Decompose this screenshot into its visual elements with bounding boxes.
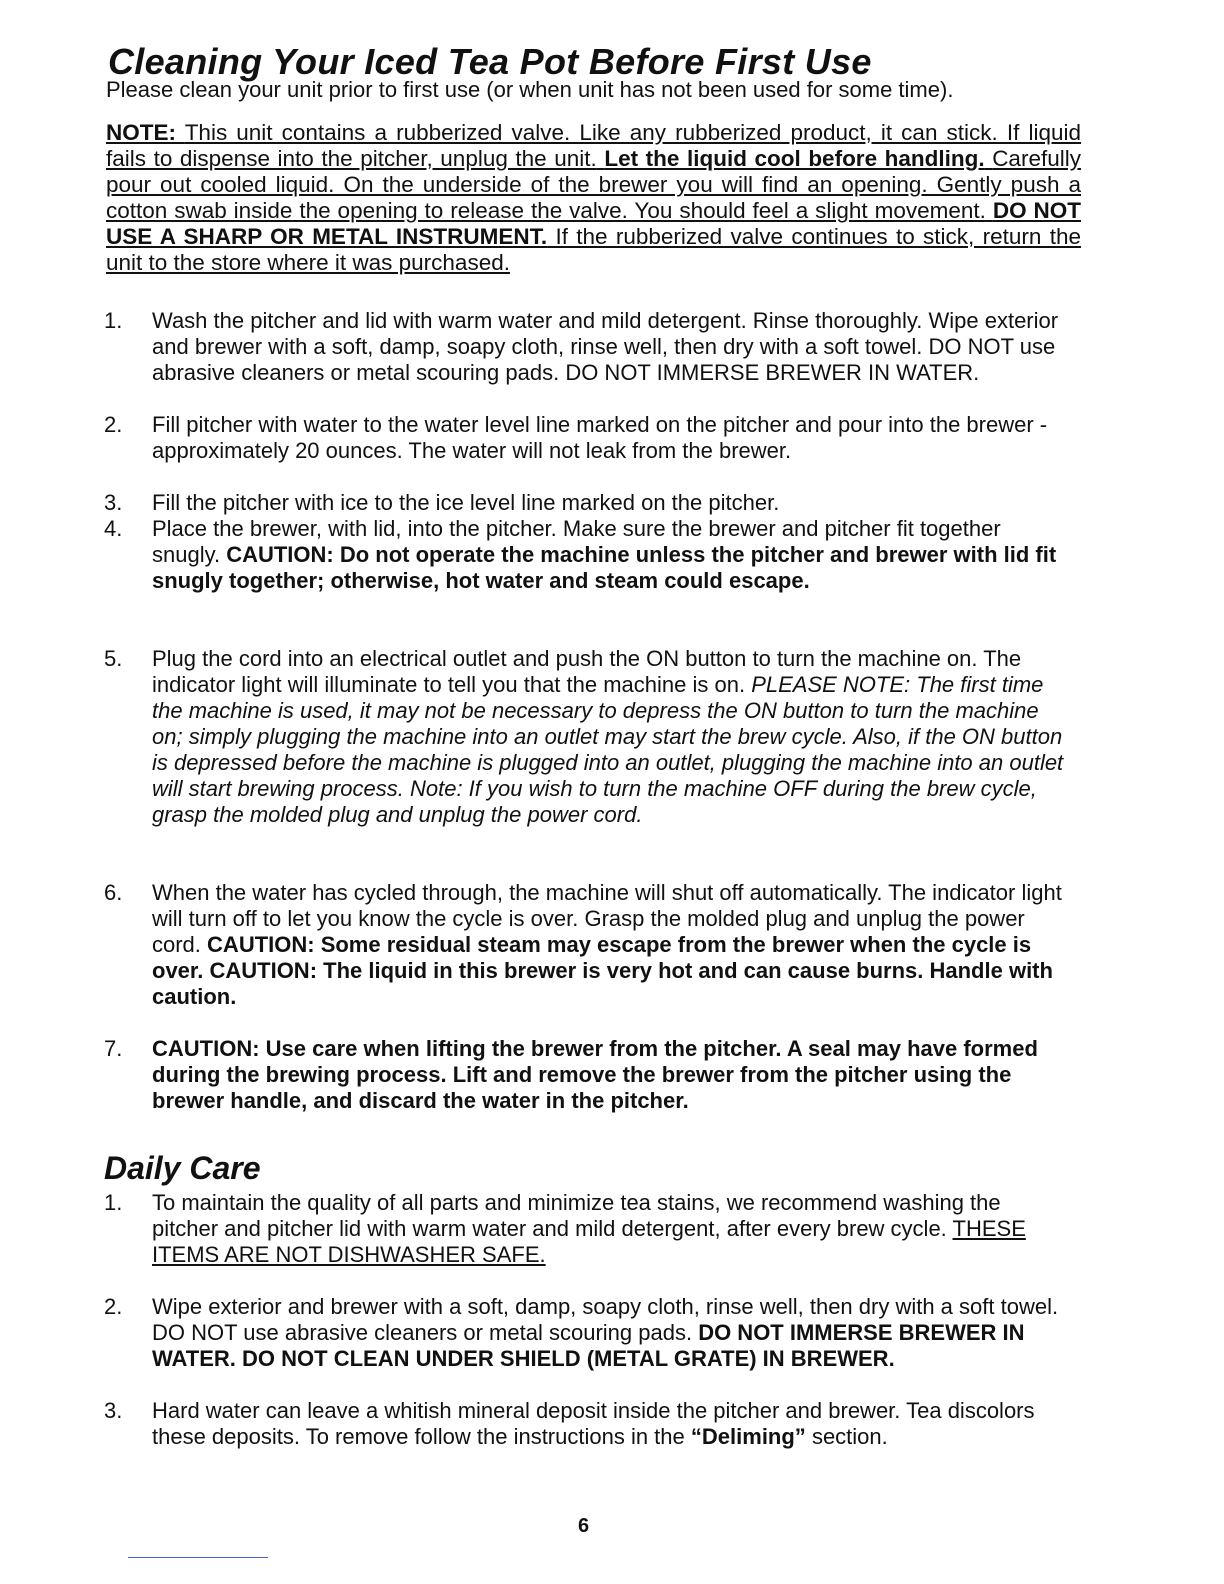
step-1 [104, 308, 1064, 412]
step-caution: CAUTION: Do not operate the machine unless the pitcher and brewer with lid fit snugly together; otherwise, hot water and steam could escape. [152, 542, 1057, 593]
note-bold-2: DO NOT USE A SHARP OR METAL INSTRUMENT. [106, 198, 1081, 249]
step-number: 3. [104, 1398, 123, 1423]
immersion-warning: DO NOT IMMERSE BREWER IN WATER. DO NOT CLEAN UNDER SHIELD (METAL GRATE) IN BREWER. [152, 1320, 1025, 1371]
step-text: When the water has cycled through, the machine will shut off automatically. The indicator light will turn off to let you know the cycle is over. Grasp the molded plug and unplug the power cord. [152, 880, 1062, 957]
note-text-3: If the rubberized valve continues to stick, return the unit to the store where it was purchased. [106, 224, 1081, 275]
note-label: NOTE: [106, 120, 176, 145]
step-text-end: section. [811, 1424, 888, 1449]
page-title: Cleaning Your Iced Tea Pot Before First Use [108, 41, 872, 82]
step-italic-note: PLEASE NOTE: The first time the machine is used, it may not be necessary to depress the ON button to turn the machine on; simply plugging the machine into an outlet may start the brew cycle. Also, if the ON button is depressed before the machine is plugged into an outlet, plugging the machine into an outlet will start brewing process. Note: If you wish to turn the machine OFF during the brew cycle, grasp the molded plug and unplug the power cord. [152, 672, 1064, 827]
step-text: Hard water can leave a whitish mineral deposit inside the pitcher and brewer. Tea discolors these deposits. To remove follow the instructions in the [152, 1398, 1035, 1449]
daily-care-steps [104, 1190, 1064, 1476]
step-5 [104, 646, 1064, 880]
page-number: 6 [578, 1515, 590, 1537]
note-text-1: This unit contains a rubberized valve. Like any rubberized product, it can stick. If liquid fails to dispense into the pitcher, unplug the unit. [106, 120, 1081, 171]
step-7 [104, 1036, 1064, 1140]
note-bold-1: Let the liquid cool before handling. [604, 146, 985, 171]
step-number: 2. [104, 1294, 123, 1319]
step-text: Fill the pitcher with ice to the ice level line marked on the pitcher. [152, 490, 780, 515]
step-4 [104, 516, 1064, 646]
step-number: 3. [104, 490, 123, 515]
step-number: 5. [104, 646, 123, 671]
step-number: 1. [104, 308, 123, 333]
step-text: Fill pitcher with water to the water level line marked on the pitcher and pour into the brewer - approximately 20 ounces. The water will not leak from the brewer. [152, 412, 1048, 463]
step-text: Wash the pitcher and lid with warm water and mild detergent. Rinse thoroughly. Wipe exterior and brewer with a soft, damp, soapy cloth, rinse well, then dry with a soft towel. DO NOT use abrasive cleaners or metal scouring pads. DO NOT IMMERSE BREWER IN WATER. [152, 308, 1059, 385]
step-number: 7. [104, 1036, 123, 1061]
step-caution: CAUTION: Some residual steam may escape from the brewer when the cycle is over. CAUTION: The liquid in this brewer is very hot and can cause burns. Handle with caution. [152, 932, 1053, 1009]
step-text: Place the brewer, with lid, into the pitcher. Make sure the brewer and pitcher fit together snugly. [152, 516, 1001, 567]
step-6 [104, 880, 1064, 1036]
step-number: 2. [104, 412, 123, 437]
daily-care-heading: Daily Care [104, 1150, 261, 1186]
note-text-2: Carefully pour out cooled liquid. On the underside of the brewer you will find an opening. Gently push a cotton swab inside the opening to release the valve. You should feel a slight movement. [106, 146, 1081, 223]
step-text: To maintain the quality of all parts and minimize tea stains, we recommend washing the pitcher and pitcher lid with warm water and mild detergent, after every brew cycle. [152, 1190, 1001, 1241]
note-paragraph [106, 120, 1081, 276]
step-number: 4. [104, 516, 123, 541]
daily-step-3 [104, 1398, 1064, 1476]
step-2 [104, 412, 1064, 490]
step-number: 1. [104, 1190, 123, 1215]
footer-rule [128, 1557, 268, 1558]
step-3 [104, 490, 1064, 516]
dishwasher-warning: THESE ITEMS ARE NOT DISHWASHER SAFE. [152, 1216, 1026, 1267]
step-text: Plug the cord into an electrical outlet and push the ON button to turn the machine on. The indicator light will illuminate to tell you that the machine is on. [152, 646, 1022, 697]
daily-step-1 [104, 1190, 1064, 1294]
step-number: 6. [104, 880, 123, 905]
step-text: Wipe exterior and brewer with a soft, damp, soapy cloth, rinse well, then dry with a soft towel. DO NOT use abrasive cleaners or metal scouring pads. [152, 1294, 1059, 1345]
intro-paragraph: Please clean your unit prior to first use (or when unit has not been used for some time). [106, 77, 954, 102]
daily-step-2 [104, 1294, 1064, 1398]
first-use-steps [104, 308, 1064, 1140]
deliming-reference: “Deliming” [690, 1424, 806, 1449]
step-caution: CAUTION: Use care when lifting the brewer from the pitcher. A seal may have formed during the brewing process. Lift and remove the brewer from the pitcher using the brewer handle, and discard the water in the pitcher. [152, 1036, 1038, 1113]
